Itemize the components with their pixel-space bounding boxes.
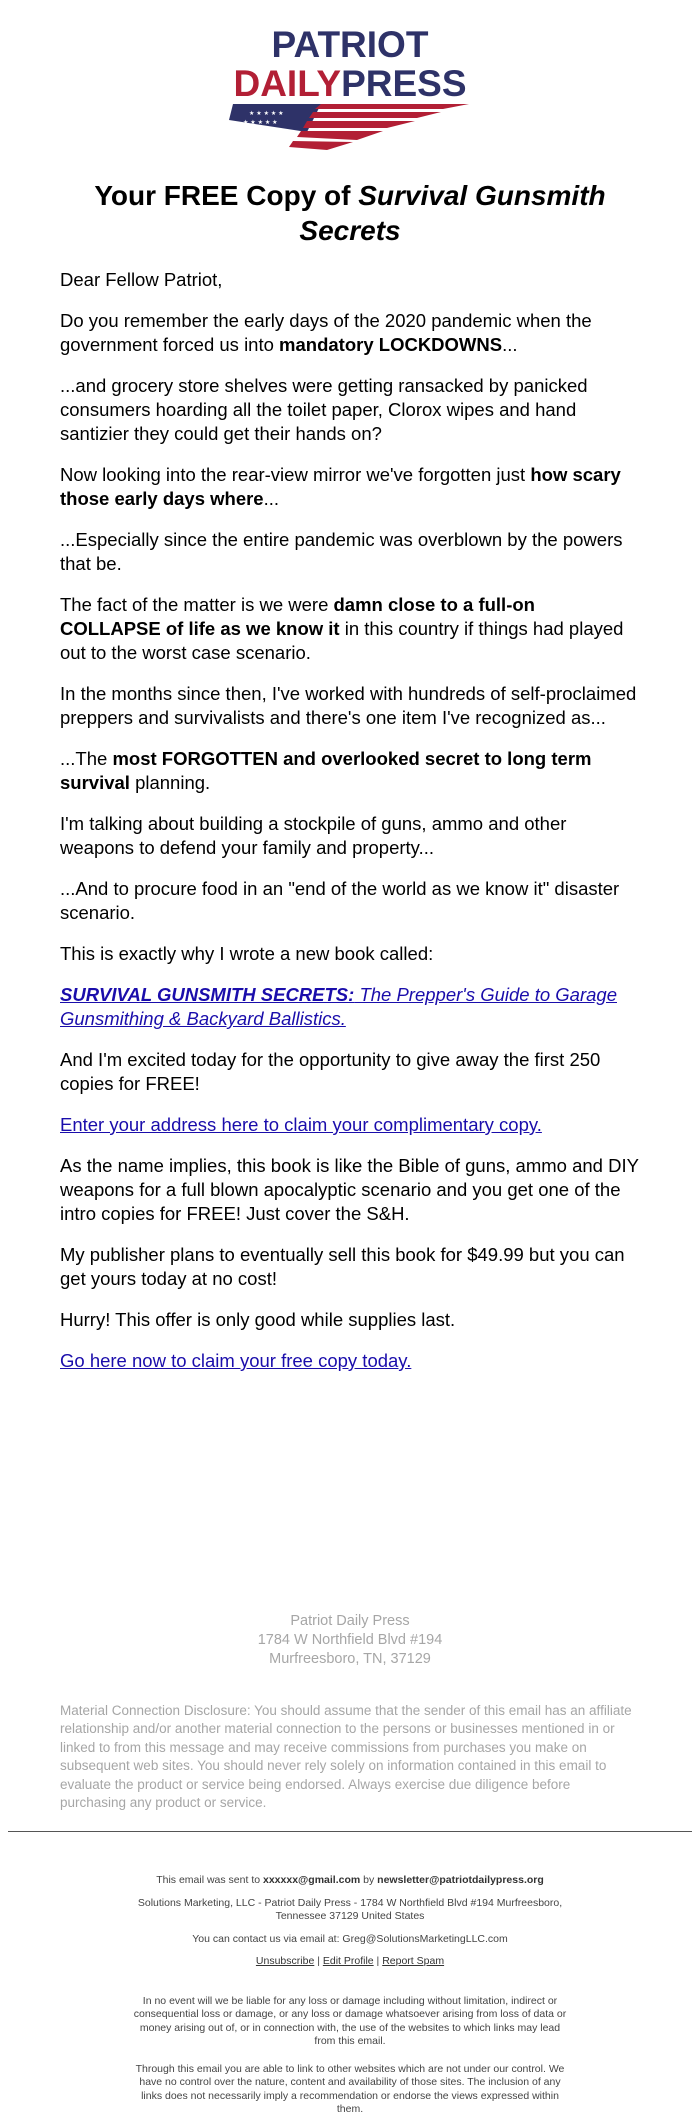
body-paragraph: I'm talking about building a stockpile of guns, ammo and other weapons to defend your family and property... (60, 813, 567, 858)
book-title: Survival Gunsmith Secrets (299, 180, 606, 246)
body-paragraph: Now looking into the rear-view mirror we've forgotten just how scary those early days where... (60, 464, 621, 509)
claim-link-paragraph (60, 1113, 640, 1137)
liability-notice: In no event will we be liable for any loss or damage including without limitation, indirect or consequential loss or damage, or any loss or damage whatsoever arising from loss of data or money arising out of, or in connection with, the use of the websites to which links may lead from this email. (133, 1994, 567, 2047)
email-footer (130, 1874, 570, 2126)
logo-text-daily-press: DAILYPRESS (233, 63, 467, 104)
address-street: 1784 W Northfield Blvd #194 (257, 1632, 443, 1648)
go-claim-link[interactable]: Go here now to claim your free copy today. (60, 1350, 412, 1371)
svg-text:★ ★ ★ ★ ★: ★ ★ ★ ★ ★ (243, 119, 278, 126)
footer-divider (8, 1831, 692, 1832)
external-links-notice: Through this email you are able to link to other websites which are not under our control. We have no control over the nature, content and availability of those sites. The inclusion of any links does not necessarily imply a recommendation or endorse the views expressed within them. (135, 2062, 565, 2115)
greeting: Dear Fellow Patriot, (60, 269, 223, 290)
body-paragraph: ...And to procure food in an "end of the world as we know it" disaster scenario. (60, 878, 620, 923)
body-paragraph: In the months since then, I've worked with hundreds of self-proclaimed preppers and survivalists and there's one item I've recognized as... (60, 683, 637, 728)
material-connection-disclosure: Material Connection Disclosure: You should assume that the sender of this email has an affiliate relationship and/or another material connection to the persons or businesses mentioned in or linked to from this message and may receive commissions from purchases you make on subsequent web sites. You should never rely solely on information contained in this email to evaluate the product or service being endorsed. Always exercise due diligence before purchasing any product or service. (60, 1703, 632, 1811)
body-paragraph: My publisher plans to eventually sell this book for $49.99 but you can get yours today at no cost! (60, 1244, 625, 1289)
body-paragraph: ...The most FORGOTTEN and overlooked secret to long term survival planning. (60, 748, 592, 793)
go-link-paragraph (60, 1349, 640, 1373)
claim-copy-link[interactable]: Enter your address here to claim your complimentary copy. (60, 1114, 542, 1135)
unsubscribe-link[interactable]: Unsubscribe (255, 1955, 315, 1967)
logo-flag-graphic (229, 104, 469, 150)
report-spam-link[interactable]: Report Spam (382, 1955, 445, 1967)
body-paragraph: Do you remember the early days of the 2020 pandemic when the government forced us into mandatory LOCKDOWNS... (60, 310, 592, 355)
body-paragraph: As the name implies, this book is like the Bible of guns, ammo and DIY weapons for a full blown apocalyptic scenario and you get one of the intro copies for FREE! Just cover the S&H. (60, 1155, 639, 1224)
book-link[interactable]: SURVIVAL GUNSMITH SECRETS: The Prepper's Guide to Garage Gunsmithing & Backyard Ballistics. (60, 984, 617, 1029)
sent-to-line: This email was sent to xxxxxx@gmail.com by newsletter@patriotdailypress.org (156, 1874, 544, 1886)
body-paragraph: This is exactly why I wrote a new book called: (60, 943, 434, 964)
page-title: Your FREE Copy of Survival Gunsmith Secrets (94, 180, 606, 246)
patriot-daily-press-logo (229, 20, 471, 150)
footer-links: Unsubscribe | Edit Profile | Report Spam (255, 1955, 445, 1967)
email-body (60, 268, 640, 1390)
body-paragraph: ...and grocery store shelves were getting ransacked by panicked consumers hoarding all the toilet paper, Clorox wipes and hand santizier they could get their hands on? (60, 375, 588, 444)
body-paragraph: ...Especially since the entire pandemic was overblown by the powers that be. (60, 529, 623, 574)
book-link-paragraph (60, 983, 640, 1031)
body-paragraph: The fact of the matter is we were damn close to a full-on COLLAPSE of life as we know it in this country if things had played out to the worst case scenario. (60, 594, 624, 663)
mailing-address (0, 1612, 700, 1669)
body-paragraph: And I'm excited today for the opportunity to give away the first 250 copies for FREE! (60, 1049, 601, 1094)
logo-text-patriot: PATRIOT (271, 24, 429, 65)
company-address: Solutions Marketing, LLC - Patriot Daily Press - 1784 W Northfield Blvd #194 Murfreesboro, Tennessee 37129 United States (137, 1896, 563, 1922)
svg-text:★ ★ ★ ★ ★: ★ ★ ★ ★ ★ (249, 110, 284, 117)
address-name: Patriot Daily Press (290, 1613, 410, 1629)
address-city: Murfreesboro, TN, 37129 (269, 1651, 431, 1667)
body-paragraph: Hurry! This offer is only good while supplies last. (60, 1309, 456, 1330)
edit-profile-link[interactable]: Edit Profile (322, 1955, 374, 1967)
contact-line: You can contact us via email at: Greg@SolutionsMarketingLLC.com (192, 1932, 508, 1945)
